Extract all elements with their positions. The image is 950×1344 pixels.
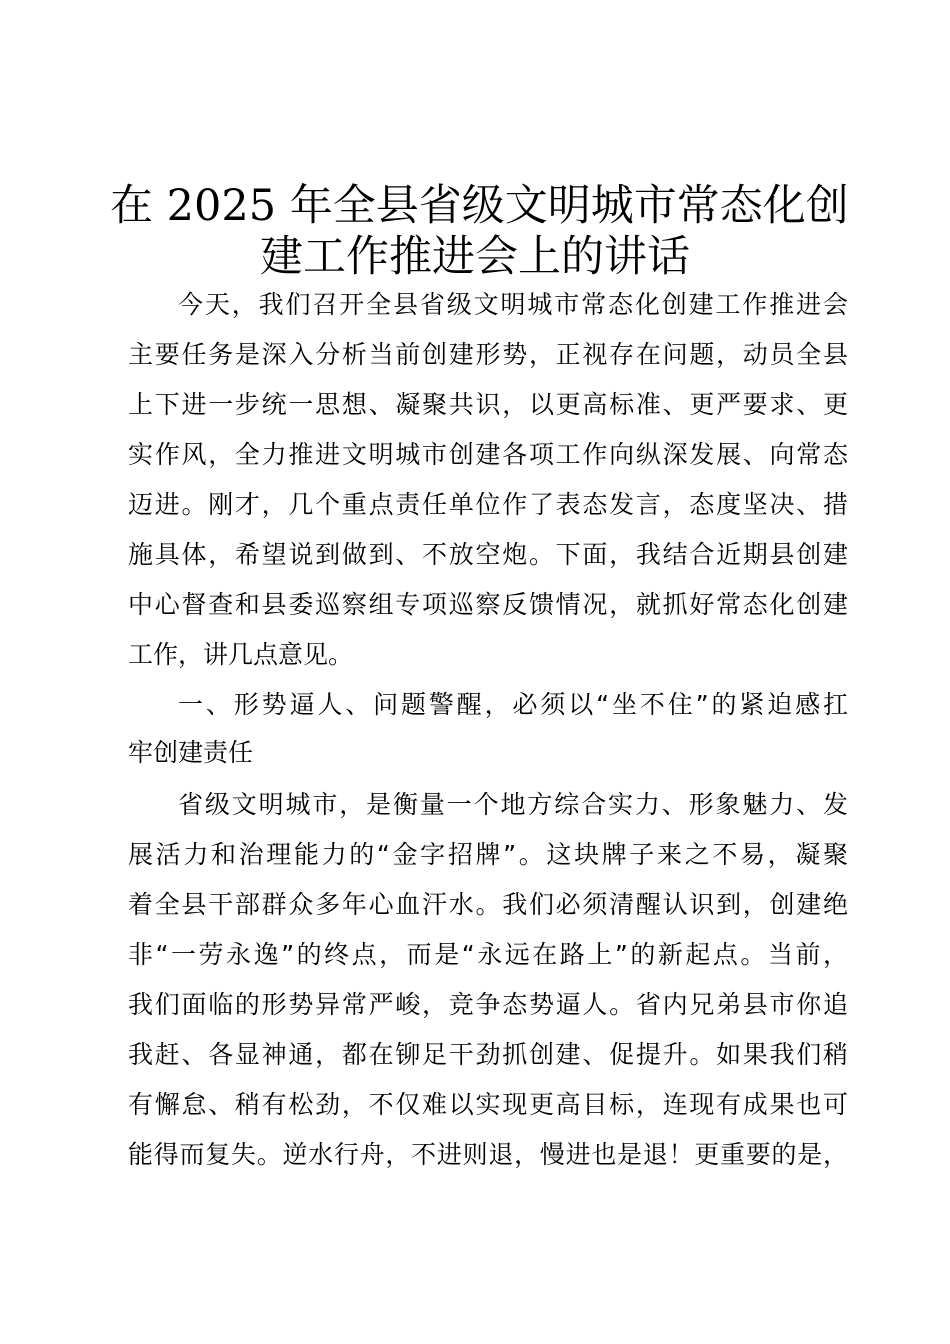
body-line: 中心督查和县委巡察组专项巡察反馈情况，就抓好常态化创建 — [128, 590, 848, 619]
section-heading-line: 一、形势逼人、问题警醒，必须以“坐不住”的紧迫感扛 — [178, 690, 848, 719]
body-line: 迈进。刚才，几个重点责任单位作了表态发言，态度坚决、措 — [128, 490, 848, 519]
document-title-line-1: 在 2025 年全县省级文明城市常态化创 — [110, 181, 849, 231]
body-line: 非“一劳永逸”的终点，而是“永远在路上”的新起点。当前， — [128, 940, 848, 969]
body-line: 能得而复失。逆水行舟，不进则退，慢进也是退！更重要的是， — [128, 1140, 848, 1169]
body-line: 有懈怠、稍有松劲，不仅难以实现更高目标，连现有成果也可 — [128, 1090, 848, 1119]
body-line: 施具体，希望说到做到、不放空炮。下面，我结合近期县创建 — [128, 540, 848, 569]
body-line: 工作，讲几点意见。 — [128, 640, 354, 669]
body-line: 今天，我们召开全县省级文明城市常态化创建工作推进会 — [178, 290, 848, 319]
document-title-line-2: 建工作推进会上的讲话 — [260, 232, 690, 282]
body-line: 我们面临的形势异常严峻，竞争态势逼人。省内兄弟县市你追 — [128, 990, 848, 1019]
body-line: 展活力和治理能力的“金字招牌”。这块牌子来之不易，凝聚 — [128, 840, 848, 869]
body-line: 上下进一步统一思想、凝聚共识，以更高标准、更严要求、更 — [128, 390, 848, 419]
body-line: 主要任务是深入分析当前创建形势，正视存在问题，动员全县 — [128, 340, 848, 369]
body-line: 实作风，全力推进文明城市创建各项工作向纵深发展、向常态 — [128, 440, 848, 469]
body-line: 着全县干部群众多年心血汗水。我们必须清醒认识到，创建绝 — [128, 890, 848, 919]
body-line: 我赶、各显神通，都在铆足干劲抓创建、促提升。如果我们稍 — [128, 1040, 848, 1069]
body-line: 省级文明城市，是衡量一个地方综合实力、形象魅力、发 — [178, 790, 848, 819]
section-heading-line: 牢创建责任 — [128, 738, 254, 767]
